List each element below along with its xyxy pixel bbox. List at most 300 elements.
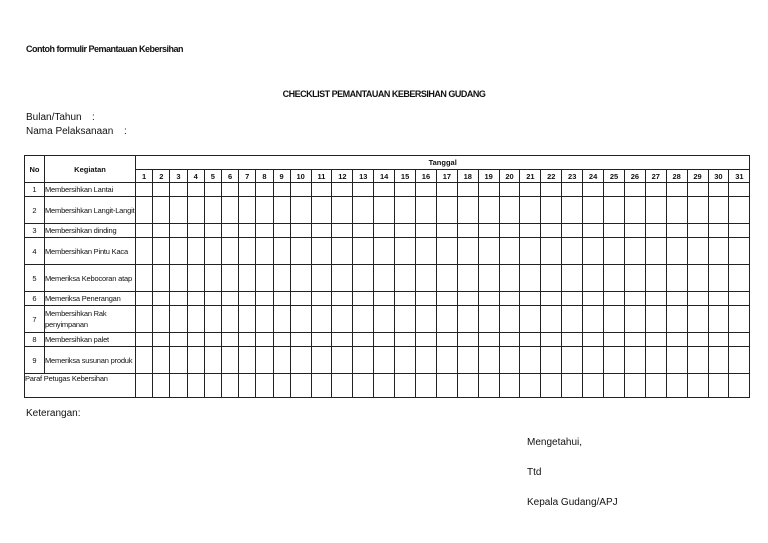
check-cell[interactable] (562, 197, 583, 224)
check-cell[interactable] (239, 183, 256, 197)
check-cell[interactable] (499, 197, 520, 224)
check-cell[interactable] (332, 292, 353, 306)
check-cell[interactable] (478, 238, 499, 265)
check-cell[interactable] (583, 265, 604, 292)
paraf-cell[interactable] (290, 374, 311, 398)
paraf-cell[interactable] (353, 374, 374, 398)
paraf-cell[interactable] (520, 374, 541, 398)
paraf-cell[interactable] (708, 374, 729, 398)
check-cell[interactable] (457, 333, 478, 347)
check-cell[interactable] (436, 292, 457, 306)
check-cell[interactable] (645, 265, 666, 292)
check-cell[interactable] (436, 333, 457, 347)
check-cell[interactable] (604, 333, 625, 347)
check-cell[interactable] (290, 183, 311, 197)
check-cell[interactable] (478, 306, 499, 333)
check-cell[interactable] (583, 292, 604, 306)
check-cell[interactable] (204, 347, 221, 374)
check-cell[interactable] (645, 197, 666, 224)
check-cell[interactable] (666, 197, 687, 224)
check-cell[interactable] (136, 333, 153, 347)
check-cell[interactable] (520, 224, 541, 238)
check-cell[interactable] (187, 306, 204, 333)
check-cell[interactable] (221, 333, 238, 347)
check-cell[interactable] (416, 197, 437, 224)
paraf-cell[interactable] (478, 374, 499, 398)
check-cell[interactable] (499, 183, 520, 197)
check-cell[interactable] (170, 333, 187, 347)
check-cell[interactable] (170, 197, 187, 224)
check-cell[interactable] (290, 224, 311, 238)
check-cell[interactable] (624, 306, 645, 333)
check-cell[interactable] (499, 224, 520, 238)
check-cell[interactable] (708, 224, 729, 238)
check-cell[interactable] (478, 333, 499, 347)
check-cell[interactable] (457, 197, 478, 224)
check-cell[interactable] (395, 306, 416, 333)
check-cell[interactable] (153, 347, 170, 374)
check-cell[interactable] (221, 197, 238, 224)
check-cell[interactable] (583, 238, 604, 265)
check-cell[interactable] (353, 224, 374, 238)
check-cell[interactable] (562, 238, 583, 265)
check-cell[interactable] (170, 347, 187, 374)
check-cell[interactable] (221, 183, 238, 197)
check-cell[interactable] (416, 224, 437, 238)
check-cell[interactable] (729, 306, 750, 333)
paraf-cell[interactable] (374, 374, 395, 398)
check-cell[interactable] (187, 238, 204, 265)
check-cell[interactable] (153, 292, 170, 306)
check-cell[interactable] (353, 183, 374, 197)
check-cell[interactable] (311, 265, 332, 292)
check-cell[interactable] (708, 265, 729, 292)
check-cell[interactable] (204, 292, 221, 306)
check-cell[interactable] (645, 347, 666, 374)
check-cell[interactable] (687, 197, 708, 224)
check-cell[interactable] (353, 292, 374, 306)
check-cell[interactable] (153, 306, 170, 333)
check-cell[interactable] (729, 183, 750, 197)
check-cell[interactable] (562, 265, 583, 292)
check-cell[interactable] (541, 265, 562, 292)
check-cell[interactable] (353, 306, 374, 333)
check-cell[interactable] (332, 197, 353, 224)
paraf-cell[interactable] (583, 374, 604, 398)
check-cell[interactable] (583, 306, 604, 333)
paraf-cell[interactable] (239, 374, 256, 398)
check-cell[interactable] (436, 265, 457, 292)
check-cell[interactable] (499, 347, 520, 374)
check-cell[interactable] (499, 265, 520, 292)
check-cell[interactable] (273, 183, 290, 197)
check-cell[interactable] (273, 197, 290, 224)
check-cell[interactable] (457, 183, 478, 197)
paraf-cell[interactable] (187, 374, 204, 398)
check-cell[interactable] (624, 265, 645, 292)
check-cell[interactable] (187, 333, 204, 347)
check-cell[interactable] (499, 292, 520, 306)
check-cell[interactable] (170, 224, 187, 238)
check-cell[interactable] (221, 265, 238, 292)
check-cell[interactable] (290, 306, 311, 333)
check-cell[interactable] (395, 333, 416, 347)
check-cell[interactable] (436, 306, 457, 333)
check-cell[interactable] (604, 238, 625, 265)
check-cell[interactable] (666, 333, 687, 347)
check-cell[interactable] (311, 224, 332, 238)
check-cell[interactable] (273, 265, 290, 292)
check-cell[interactable] (187, 197, 204, 224)
check-cell[interactable] (520, 333, 541, 347)
paraf-cell[interactable] (604, 374, 625, 398)
check-cell[interactable] (204, 183, 221, 197)
check-cell[interactable] (153, 265, 170, 292)
check-cell[interactable] (645, 183, 666, 197)
check-cell[interactable] (499, 306, 520, 333)
check-cell[interactable] (374, 306, 395, 333)
check-cell[interactable] (666, 224, 687, 238)
paraf-cell[interactable] (499, 374, 520, 398)
check-cell[interactable] (604, 183, 625, 197)
check-cell[interactable] (311, 292, 332, 306)
check-cell[interactable] (136, 197, 153, 224)
check-cell[interactable] (416, 238, 437, 265)
check-cell[interactable] (311, 333, 332, 347)
paraf-cell[interactable] (562, 374, 583, 398)
check-cell[interactable] (624, 183, 645, 197)
check-cell[interactable] (478, 292, 499, 306)
check-cell[interactable] (170, 306, 187, 333)
check-cell[interactable] (374, 347, 395, 374)
check-cell[interactable] (729, 238, 750, 265)
check-cell[interactable] (290, 238, 311, 265)
check-cell[interactable] (332, 347, 353, 374)
check-cell[interactable] (666, 347, 687, 374)
check-cell[interactable] (604, 197, 625, 224)
check-cell[interactable] (170, 265, 187, 292)
check-cell[interactable] (395, 224, 416, 238)
check-cell[interactable] (311, 306, 332, 333)
check-cell[interactable] (562, 183, 583, 197)
check-cell[interactable] (353, 347, 374, 374)
check-cell[interactable] (687, 306, 708, 333)
check-cell[interactable] (708, 183, 729, 197)
check-cell[interactable] (221, 292, 238, 306)
paraf-cell[interactable] (624, 374, 645, 398)
check-cell[interactable] (416, 333, 437, 347)
check-cell[interactable] (457, 306, 478, 333)
paraf-cell[interactable] (541, 374, 562, 398)
check-cell[interactable] (311, 197, 332, 224)
check-cell[interactable] (541, 197, 562, 224)
check-cell[interactable] (687, 347, 708, 374)
check-cell[interactable] (353, 238, 374, 265)
check-cell[interactable] (136, 238, 153, 265)
check-cell[interactable] (562, 333, 583, 347)
check-cell[interactable] (687, 333, 708, 347)
check-cell[interactable] (729, 347, 750, 374)
check-cell[interactable] (541, 347, 562, 374)
check-cell[interactable] (541, 333, 562, 347)
check-cell[interactable] (332, 333, 353, 347)
check-cell[interactable] (136, 183, 153, 197)
check-cell[interactable] (645, 292, 666, 306)
check-cell[interactable] (604, 224, 625, 238)
check-cell[interactable] (520, 238, 541, 265)
paraf-cell[interactable] (221, 374, 238, 398)
check-cell[interactable] (541, 224, 562, 238)
check-cell[interactable] (416, 306, 437, 333)
check-cell[interactable] (478, 347, 499, 374)
paraf-cell[interactable] (273, 374, 290, 398)
check-cell[interactable] (562, 292, 583, 306)
check-cell[interactable] (273, 306, 290, 333)
paraf-cell[interactable] (170, 374, 187, 398)
check-cell[interactable] (187, 224, 204, 238)
paraf-cell[interactable] (332, 374, 353, 398)
check-cell[interactable] (204, 224, 221, 238)
check-cell[interactable] (136, 306, 153, 333)
check-cell[interactable] (624, 197, 645, 224)
check-cell[interactable] (187, 265, 204, 292)
check-cell[interactable] (290, 292, 311, 306)
check-cell[interactable] (645, 224, 666, 238)
check-cell[interactable] (729, 265, 750, 292)
check-cell[interactable] (221, 347, 238, 374)
check-cell[interactable] (290, 333, 311, 347)
paraf-cell[interactable] (153, 374, 170, 398)
check-cell[interactable] (170, 292, 187, 306)
check-cell[interactable] (273, 292, 290, 306)
check-cell[interactable] (290, 265, 311, 292)
check-cell[interactable] (583, 333, 604, 347)
check-cell[interactable] (256, 183, 273, 197)
check-cell[interactable] (436, 238, 457, 265)
check-cell[interactable] (416, 183, 437, 197)
check-cell[interactable] (436, 197, 457, 224)
check-cell[interactable] (604, 306, 625, 333)
check-cell[interactable] (256, 347, 273, 374)
check-cell[interactable] (541, 183, 562, 197)
paraf-cell[interactable] (416, 374, 437, 398)
check-cell[interactable] (256, 238, 273, 265)
check-cell[interactable] (624, 238, 645, 265)
check-cell[interactable] (499, 238, 520, 265)
check-cell[interactable] (153, 333, 170, 347)
check-cell[interactable] (457, 265, 478, 292)
check-cell[interactable] (332, 265, 353, 292)
check-cell[interactable] (332, 306, 353, 333)
check-cell[interactable] (436, 183, 457, 197)
check-cell[interactable] (353, 333, 374, 347)
check-cell[interactable] (239, 347, 256, 374)
check-cell[interactable] (153, 238, 170, 265)
paraf-cell[interactable] (204, 374, 221, 398)
paraf-cell[interactable] (687, 374, 708, 398)
check-cell[interactable] (520, 292, 541, 306)
check-cell[interactable] (136, 347, 153, 374)
check-cell[interactable] (353, 197, 374, 224)
check-cell[interactable] (221, 238, 238, 265)
check-cell[interactable] (239, 265, 256, 292)
check-cell[interactable] (478, 224, 499, 238)
check-cell[interactable] (239, 197, 256, 224)
check-cell[interactable] (645, 238, 666, 265)
check-cell[interactable] (170, 183, 187, 197)
paraf-cell[interactable] (666, 374, 687, 398)
check-cell[interactable] (478, 197, 499, 224)
check-cell[interactable] (395, 292, 416, 306)
check-cell[interactable] (273, 333, 290, 347)
check-cell[interactable] (239, 333, 256, 347)
check-cell[interactable] (687, 224, 708, 238)
check-cell[interactable] (457, 292, 478, 306)
check-cell[interactable] (520, 306, 541, 333)
check-cell[interactable] (457, 224, 478, 238)
check-cell[interactable] (666, 265, 687, 292)
check-cell[interactable] (583, 347, 604, 374)
check-cell[interactable] (374, 333, 395, 347)
check-cell[interactable] (256, 333, 273, 347)
check-cell[interactable] (221, 306, 238, 333)
check-cell[interactable] (666, 306, 687, 333)
check-cell[interactable] (332, 224, 353, 238)
check-cell[interactable] (624, 333, 645, 347)
check-cell[interactable] (256, 292, 273, 306)
check-cell[interactable] (187, 183, 204, 197)
check-cell[interactable] (645, 333, 666, 347)
check-cell[interactable] (645, 306, 666, 333)
check-cell[interactable] (374, 265, 395, 292)
check-cell[interactable] (499, 333, 520, 347)
check-cell[interactable] (311, 347, 332, 374)
check-cell[interactable] (604, 292, 625, 306)
check-cell[interactable] (729, 224, 750, 238)
check-cell[interactable] (395, 197, 416, 224)
check-cell[interactable] (562, 306, 583, 333)
check-cell[interactable] (687, 292, 708, 306)
check-cell[interactable] (708, 292, 729, 306)
check-cell[interactable] (708, 238, 729, 265)
check-cell[interactable] (666, 292, 687, 306)
check-cell[interactable] (520, 183, 541, 197)
check-cell[interactable] (239, 238, 256, 265)
check-cell[interactable] (666, 183, 687, 197)
check-cell[interactable] (395, 265, 416, 292)
check-cell[interactable] (687, 183, 708, 197)
check-cell[interactable] (204, 197, 221, 224)
check-cell[interactable] (273, 224, 290, 238)
check-cell[interactable] (604, 265, 625, 292)
check-cell[interactable] (541, 306, 562, 333)
check-cell[interactable] (239, 224, 256, 238)
check-cell[interactable] (729, 292, 750, 306)
check-cell[interactable] (256, 265, 273, 292)
check-cell[interactable] (353, 265, 374, 292)
check-cell[interactable] (624, 292, 645, 306)
check-cell[interactable] (374, 224, 395, 238)
check-cell[interactable] (708, 347, 729, 374)
check-cell[interactable] (708, 333, 729, 347)
check-cell[interactable] (520, 265, 541, 292)
check-cell[interactable] (520, 197, 541, 224)
check-cell[interactable] (624, 347, 645, 374)
check-cell[interactable] (374, 238, 395, 265)
check-cell[interactable] (416, 265, 437, 292)
check-cell[interactable] (541, 238, 562, 265)
check-cell[interactable] (290, 197, 311, 224)
check-cell[interactable] (332, 183, 353, 197)
check-cell[interactable] (687, 238, 708, 265)
check-cell[interactable] (583, 224, 604, 238)
check-cell[interactable] (204, 333, 221, 347)
check-cell[interactable] (204, 265, 221, 292)
check-cell[interactable] (290, 347, 311, 374)
check-cell[interactable] (204, 306, 221, 333)
check-cell[interactable] (457, 347, 478, 374)
check-cell[interactable] (136, 265, 153, 292)
paraf-cell[interactable] (645, 374, 666, 398)
check-cell[interactable] (562, 347, 583, 374)
check-cell[interactable] (416, 347, 437, 374)
check-cell[interactable] (395, 183, 416, 197)
check-cell[interactable] (273, 238, 290, 265)
check-cell[interactable] (416, 292, 437, 306)
paraf-cell[interactable] (136, 374, 153, 398)
check-cell[interactable] (583, 197, 604, 224)
paraf-cell[interactable] (395, 374, 416, 398)
check-cell[interactable] (395, 347, 416, 374)
check-cell[interactable] (708, 306, 729, 333)
paraf-cell[interactable] (436, 374, 457, 398)
check-cell[interactable] (624, 224, 645, 238)
check-cell[interactable] (562, 224, 583, 238)
paraf-cell[interactable] (729, 374, 750, 398)
check-cell[interactable] (478, 265, 499, 292)
check-cell[interactable] (311, 183, 332, 197)
check-cell[interactable] (311, 238, 332, 265)
check-cell[interactable] (708, 197, 729, 224)
check-cell[interactable] (187, 292, 204, 306)
check-cell[interactable] (457, 238, 478, 265)
check-cell[interactable] (256, 306, 273, 333)
check-cell[interactable] (520, 347, 541, 374)
check-cell[interactable] (187, 347, 204, 374)
check-cell[interactable] (256, 224, 273, 238)
check-cell[interactable] (541, 292, 562, 306)
paraf-cell[interactable] (256, 374, 273, 398)
check-cell[interactable] (478, 183, 499, 197)
paraf-cell[interactable] (457, 374, 478, 398)
check-cell[interactable] (153, 183, 170, 197)
check-cell[interactable] (436, 347, 457, 374)
check-cell[interactable] (256, 197, 273, 224)
check-cell[interactable] (395, 238, 416, 265)
paraf-cell[interactable] (311, 374, 332, 398)
check-cell[interactable] (666, 238, 687, 265)
check-cell[interactable] (221, 224, 238, 238)
check-cell[interactable] (583, 183, 604, 197)
check-cell[interactable] (170, 238, 187, 265)
check-cell[interactable] (604, 347, 625, 374)
check-cell[interactable] (136, 292, 153, 306)
check-cell[interactable] (273, 347, 290, 374)
check-cell[interactable] (153, 224, 170, 238)
check-cell[interactable] (374, 292, 395, 306)
check-cell[interactable] (153, 197, 170, 224)
check-cell[interactable] (729, 197, 750, 224)
